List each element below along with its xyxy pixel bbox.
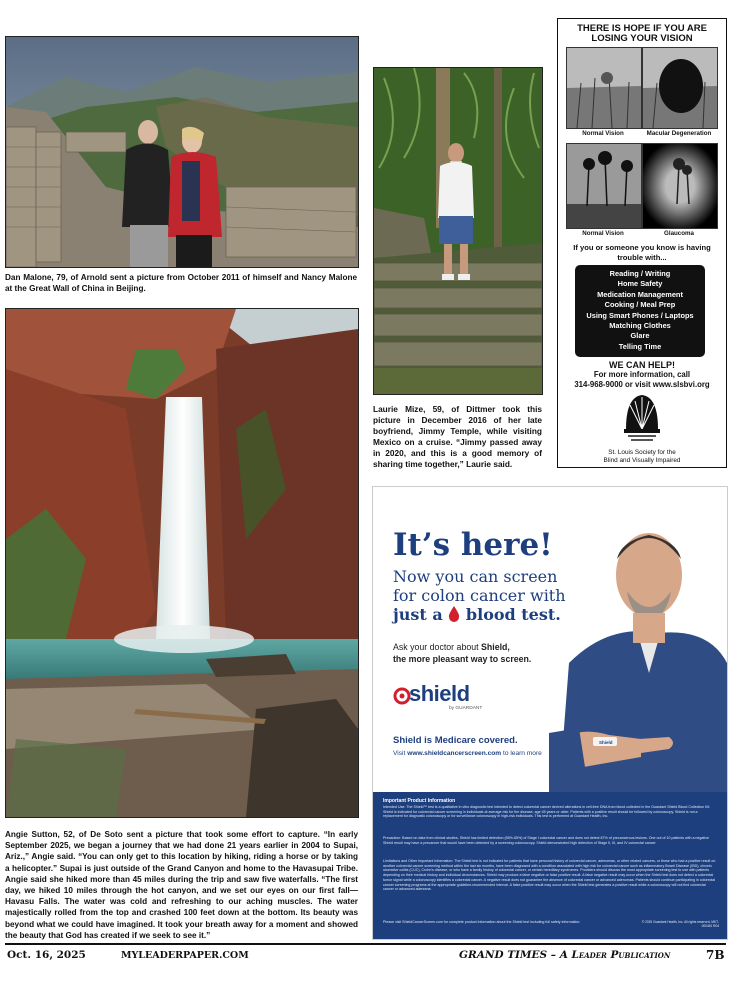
footer-publication: [459, 949, 670, 961]
service-item: Reading / Writing: [609, 269, 671, 278]
label-glaucoma: Glaucoma: [664, 230, 694, 237]
fine-4: Please visit ShieldCancerScreen.com for complete product information about the Shield test including full safety information.: [383, 920, 581, 924]
arm-band-label: Shield: [599, 740, 613, 745]
shield-sub-3: [393, 605, 561, 624]
shield-visit: [393, 750, 542, 757]
great-wall-caption: Dan Malone, 79, of Arnold sent a picture from October 2011 of himself and Nancy Malone at the Great Wall of China in Beijing.: [5, 273, 357, 293]
shield-ask-1: [393, 642, 510, 652]
macular-degeneration-image: [642, 47, 718, 129]
service-item: Medication Management: [597, 289, 683, 299]
shield-brand-by: by GUARDANT: [449, 706, 483, 711]
slsbvi-logo: [622, 393, 662, 445]
shield-sub-3b: blood test.: [465, 605, 561, 624]
shield-sub-1: Now you can screen: [393, 567, 558, 586]
service-item: Glare: [630, 331, 650, 341]
footer-site: MYLEADERPAPER.COM: [121, 950, 249, 961]
label-macular-degeneration: Macular Degeneration: [646, 130, 712, 137]
jungle-caption: Laurie Mize, 59, of Dittmer took this picture in December 2016 of her late boyfriend, Jimmy Temple, while visiting Mexico on a cruise. “Jimmy passed away in 2020, and this is a good memory of sharing time together,” Laurie said.: [373, 404, 542, 469]
shield-ad: [372, 486, 728, 940]
shield-ask-2: the more pleasant way to screen.: [393, 654, 532, 664]
jungle-ruins-photo: [373, 67, 543, 395]
vision-ad-prompt: If you or someone you know is having trouble with...: [573, 243, 711, 262]
vision-ad-headline-2: LOSING YOUR VISION: [591, 33, 693, 44]
org-name-1: St. Louis Society for the: [608, 449, 676, 456]
fine-1: Intended Use: The Shield™ test is a qualitative in vitro diagnostic test intended to detect colorectal cancer derived alterations in cell-free DNA from blood collected in the Guardant Shield Blood Collection Kit. Shield is indicated for colorectal cancer screening in individuals at average risk for the disease, age 45 years or older. Patients with a positive result should be followed by colonoscopy. Shield is not a replacement for diagnostic colonoscopy or for surveillance colonoscopy in high-risk individuals. This test is performed at Guardant Health, Inc.: [383, 805, 711, 819]
visit-prefix: Visit: [393, 750, 406, 757]
label-normal-vision-2: Normal Vision: [582, 230, 624, 237]
fine-copyright: © 2025 Guardant Health, Inc. All rights reserved. MKT-000461 R04: [641, 920, 719, 929]
shield-ask-text: Ask your doctor about: [393, 642, 479, 652]
vision-ad: [557, 18, 727, 468]
service-item: Telling Time: [618, 341, 662, 351]
footer-page-number: 7B: [706, 948, 725, 962]
vision-services-box: [575, 265, 705, 357]
shield-logo: [393, 683, 503, 713]
service-item: Using Smart Phones / Laptops: [586, 310, 694, 320]
normal-vision-image-1: [566, 47, 642, 129]
shield-headline: It’s here!: [393, 527, 553, 563]
shield-sub-2: for colon cancer with: [393, 586, 566, 605]
label-normal-vision-1: Normal Vision: [582, 130, 624, 137]
we-can-help: WE CAN HELP!: [609, 360, 675, 370]
vision-ad-headline-1: THERE IS HOPE IF YOU ARE: [577, 23, 707, 34]
shield-sub-3a: just a: [393, 605, 443, 624]
havasu-falls-photo: [5, 308, 359, 818]
footer-rule: [5, 943, 726, 945]
service-item: Home Safety: [617, 279, 663, 289]
fine-title: Important Product Information: [383, 798, 456, 804]
service-item: Cooking / Meal Prep: [604, 300, 676, 310]
blood-drop-icon: [448, 606, 460, 622]
contact-info: 314-968-9000 or visit www.slsbvi.org: [574, 380, 710, 389]
footer-pub-name: GRAND TIMES: [459, 949, 548, 961]
shield-ad-person: [549, 513, 727, 793]
shield-brand: shield: [409, 681, 470, 706]
glaucoma-image: [642, 143, 718, 229]
normal-vision-image-2: [566, 143, 642, 229]
great-wall-photo: [5, 36, 359, 268]
visit-suffix: to learn more: [502, 750, 542, 757]
fine-3: Limitations and Other Important Information: The Shield test is not indicated for patients that have personal history of colorectal cancer, adenomas, or other related cancers, or those who had a positive result on another colorectal cancer screening method within the last six months, have been diagnosed with a condition associated with high risk for colorectal cancer such as inflammatory Bowel Disease (IBD), chronic ulcerative colitis (CUC), Crohn's disease, or who have a family history of colorectal cancer, or certain hereditary syndromes. Providers should discuss the most appropriate screening test to use with patients depending on their medical history and individual circumstances. Shield may produce a false negative or false positive result. A false negative result may occur when the Shield test does not detect a colorectal tumor signal while a colonoscopy identifies a colorectal cancer. A negative result does not guarantee the absence of colorectal cancer or advanced adenomas. Patients should continue participating in colorectal cancer screening programs at the appropriate guideline-recommended interval. A false positive result may occur when the Shield test generates a positive result while a colonoscopy will not find colorectal cancer or advanced adenoma.: [383, 859, 716, 892]
footer-date: Oct. 16, 2025: [7, 949, 86, 961]
havasu-caption: Angie Sutton, 52, of De Soto sent a picture that took some effort to capture. “In early September 2025, we began a journey that we had done 21 years earlier in 2004 to Supai, Ariz.,” Angie said. “You can only get to this location by hiking, riding a horse or by taking a helicopter.” Supai is just outside of the Grand Canyon and home to the Havasupai Tribe. Angie said she hiked more than 45 miles during the trip and saw five waterfalls. “The first day, we hiked 10 miles through the hot canyon, and we set our eyes on our first fall—Havasu Falls. The water was cold and refreshing to our aching muscles. The water majestically rolled from the top and crashed 100 feet down at the bottom. Its beauty was beyond what we could have imagined. It took your breath away for a moment and showed the beauty that God has created if we seek to see it.”: [5, 830, 358, 940]
visit-url[interactable]: www.shieldcancerscreen.com: [407, 750, 502, 757]
important-info-panel: [373, 792, 727, 939]
footer-pub-rest: – A Leader Publication: [547, 949, 671, 961]
service-item: Matching Clothes: [609, 321, 671, 331]
more-info: For more information, call: [593, 370, 691, 379]
shield-ask-bold: Shield,: [481, 642, 510, 652]
fine-2: Precaution: Based on data from clinical studies, Shield has limited detection (55%-65%) of Stage I colorectal cancer and does not detect 87% of precancerous lesions. One out of 10 patients with a negative Shield result may have a precancer that would have been detected by a screening colonoscopy. Shield demonstrated high detection of Stage II, III, and IV colorectal cancer.: [383, 836, 710, 845]
org-name-2: Blind and Visually Impaired: [603, 457, 681, 464]
shield-medicare: Shield is Medicare covered.: [393, 735, 518, 746]
